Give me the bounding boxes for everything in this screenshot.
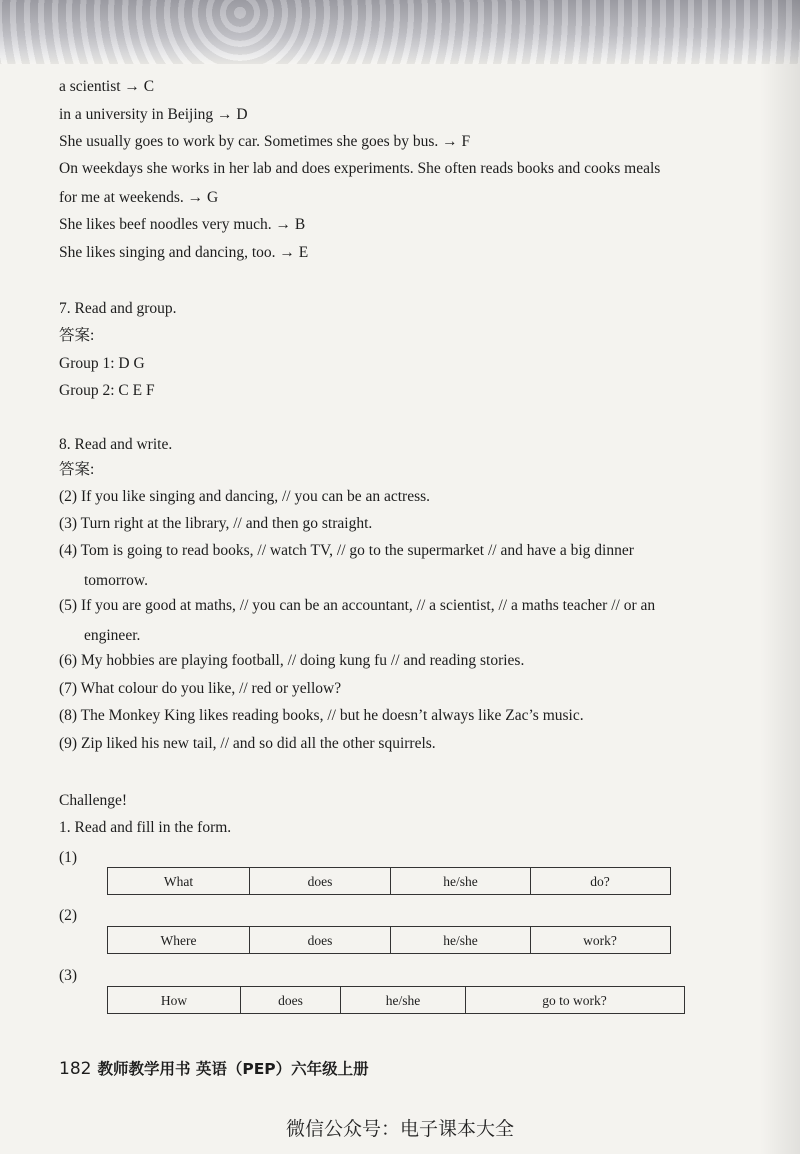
form-label: (3) (59, 967, 78, 984)
challenge-task: 1. Read and fill in the form. (59, 819, 232, 836)
answer-line: for me at weekends. → G (59, 189, 219, 206)
section-8-answer-line: (5) If you are good at maths, // you can be an accountant, // a scientist, // a maths teacher // or an (59, 597, 656, 614)
answer-line: a scientist → C (59, 78, 155, 95)
section-8-answer-label: 答案: (59, 461, 95, 478)
section-8-answer-line: (2) If you like singing and dancing, // you can be an actress. (59, 488, 431, 505)
form-label: (2) (59, 907, 78, 924)
form-row-3 (107, 986, 685, 1014)
form-cell: How (108, 987, 241, 1013)
page-edge-shadow (760, 0, 800, 1154)
form-cell: does (250, 927, 391, 953)
section-8-answer-line: (8) The Monkey King likes reading books, // but he doesn’t always like Zac’s music. (59, 707, 584, 724)
form-cell: go to work? (542, 993, 607, 1008)
section-7-answer-label: 答案: (59, 327, 95, 344)
form-cell: he/she (391, 868, 531, 894)
form-cell: work? (583, 933, 617, 948)
section-7-title: 7. Read and group. (59, 300, 177, 317)
section-7-answer-line: Group 2: C E F (59, 382, 155, 399)
section-7-answer-line: Group 1: D G (59, 355, 145, 372)
form-cell: he/she (391, 927, 531, 953)
form-row-1 (107, 867, 671, 895)
section-8-answer-line: tomorrow. (84, 572, 148, 589)
answer-line: She likes singing and dancing, too. → E (59, 244, 309, 261)
form-cell: Where (108, 927, 250, 953)
page-number: 182 (59, 1059, 92, 1079)
answer-line: in a university in Beijing → D (59, 106, 248, 123)
answer-line: She likes beef noodles very much. → B (59, 216, 306, 233)
section-8-answer-line: (7) What colour do you like, // red or yellow? (59, 680, 342, 697)
form-cell: does (250, 868, 391, 894)
section-8-answer-line: engineer. (84, 627, 141, 644)
book-title: 教师教学用书 英语（PEP）六年级上册 (97, 1060, 369, 1078)
form-cell: he/she (341, 987, 466, 1013)
section-8-answer-line: (9) Zip liked his new tail, // and so did all the other squirrels. (59, 735, 436, 752)
form-cell: What (108, 868, 250, 894)
form-row-2 (107, 926, 671, 954)
section-8-answer-line: (6) My hobbies are playing football, // doing kung fu // and reading stories. (59, 652, 525, 669)
form-cell: does (241, 987, 341, 1013)
watermark-text: 微信公众号：电子课本大全 (285, 1118, 514, 1140)
page-top-background (0, 0, 800, 64)
page-footer (59, 1057, 369, 1079)
section-8-answer-line: (3) Turn right at the library, // and then go straight. (59, 515, 373, 532)
section-8-answer-line: (4) Tom is going to read books, // watch TV, // go to the supermarket // and have a big dinner (59, 542, 634, 559)
section-8-title: 8. Read and write. (59, 436, 173, 453)
form-label: (1) (59, 849, 78, 866)
challenge-title: Challenge! (59, 792, 128, 809)
form-cell: do? (590, 874, 610, 889)
answer-line: On weekdays she works in her lab and does experiments. She often reads books and cooks meals (59, 160, 661, 177)
answer-line: She usually goes to work by car. Sometimes she goes by bus. → F (59, 133, 471, 150)
